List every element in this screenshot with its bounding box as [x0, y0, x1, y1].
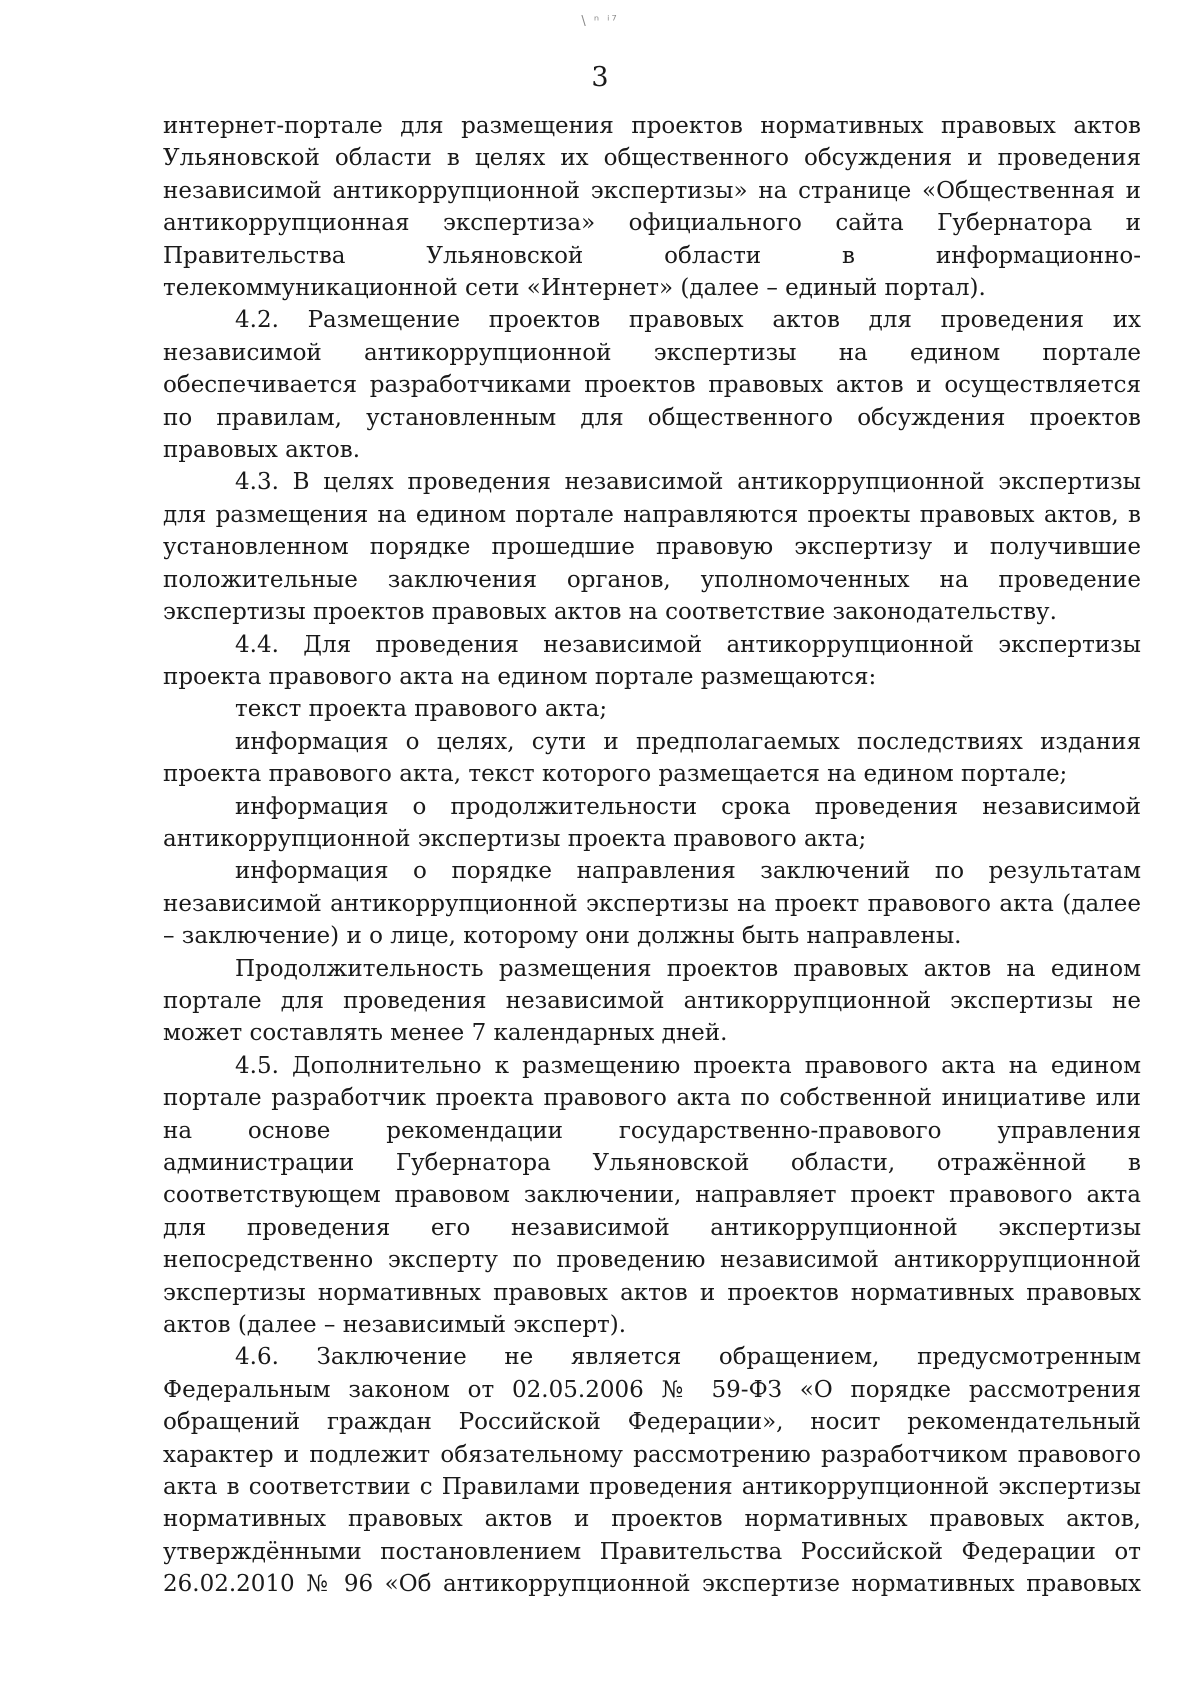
paragraph-duration: Продолжительность размещения проектов правовых актов на едином портале для проведения независимой антикоррупционной экспертизы не может составлять менее 7 календарных дней.: [163, 955, 1141, 1047]
page-stamp-mark: \ ⁿ ⁱ⁷: [581, 14, 619, 29]
paragraph-4-3: 4.3. В целях проведения независимой антикоррупционной экспертизы для размещения на едином портале направляются проекты правовых актов, в установленном порядке прошедшие правовую экспертизу и получившие положительные заключения органов, уполномоченных на проведение экспертизы проектов правовых актов на соответствие законодательству.: [163, 469, 1141, 626]
paragraph-4-4: 4.4. Для проведения независимой антикоррупционной экспертизы проекта правового акта на едином портале размещаются:: [163, 631, 1141, 690]
list-item-text-of-draft: текст проекта правового акта;: [235, 696, 608, 723]
page-number: 3: [591, 62, 609, 93]
paragraph-4-5: 4.5. Дополнительно к размещению проекта правового акта на едином портале разработчик проекта правового акта по собственной инициативе или на основе рекомендации государственно-правового управления администрации Губернатора Ульяновской области, отражённой в соответствующем правовом заключении, направляет проект правового акта для проведения его независимой антикоррупционной экспертизы непосредственно эксперту по проведению независимой антикоррупционной экспертизы нормативных правовых актов и проектов нормативных правовых актов (далее – независимый эксперт).: [163, 1052, 1141, 1339]
paragraph-4-2: 4.2. Размещение проектов правовых актов для проведения их независимой антикоррупционной экспертизы на едином портале обеспечивается разработчиками проектов правовых актов и осуществляется по правилам, установленным для общественного обсуждения проектов правовых актов.: [163, 307, 1141, 464]
document-body: [163, 110, 1141, 1601]
paragraph-4-6: 4.6. Заключение не является обращением, предусмотренным Федеральным законом от 02.05.2006 № 59-ФЗ «О порядке рассмотрения обращений граждан Российской Федерации», носит рекомендательный характер и подлежит обязательному рассмотрению разработчиком правового акта в соответствии с Правилами проведения антикоррупционной экспертизы нормативных правовых актов и проектов нормативных правовых актов, утверждёнными постановлением Правительства Российской Федерации от 26.02.2010 № 96 «Об антикоррупционной экспертизе нормативных правовых: [163, 1344, 1141, 1598]
list-item-info-conclusions: информация о порядке направления заключений по результатам независимой антикоррупционной экспертизы на проект правового акта (далее – заключение) и о лице, которому они должны быть направлены.: [163, 858, 1141, 950]
list-item-info-duration: информация о продолжительности срока проведения независимой антикоррупционной экспертизы проекта правового акта;: [163, 793, 1141, 852]
list-item-info-goals: информация о целях, сути и предполагаемых последствиях издания проекта правового акта, текст которого размещается на едином портале;: [163, 728, 1141, 788]
paragraph-continuation: интернет-портале для размещения проектов нормативных правовых актов Ульяновской области в целях их общественного обсуждения и проведения независимой антикоррупционной экспертизы» на странице «Общественная и антикоррупционная экспертиза» официального сайта Губернатора и Правительства Ульяновской области в информационно-телекоммуникационной сети «Интернет» (далее – единый портал).: [163, 113, 1141, 302]
